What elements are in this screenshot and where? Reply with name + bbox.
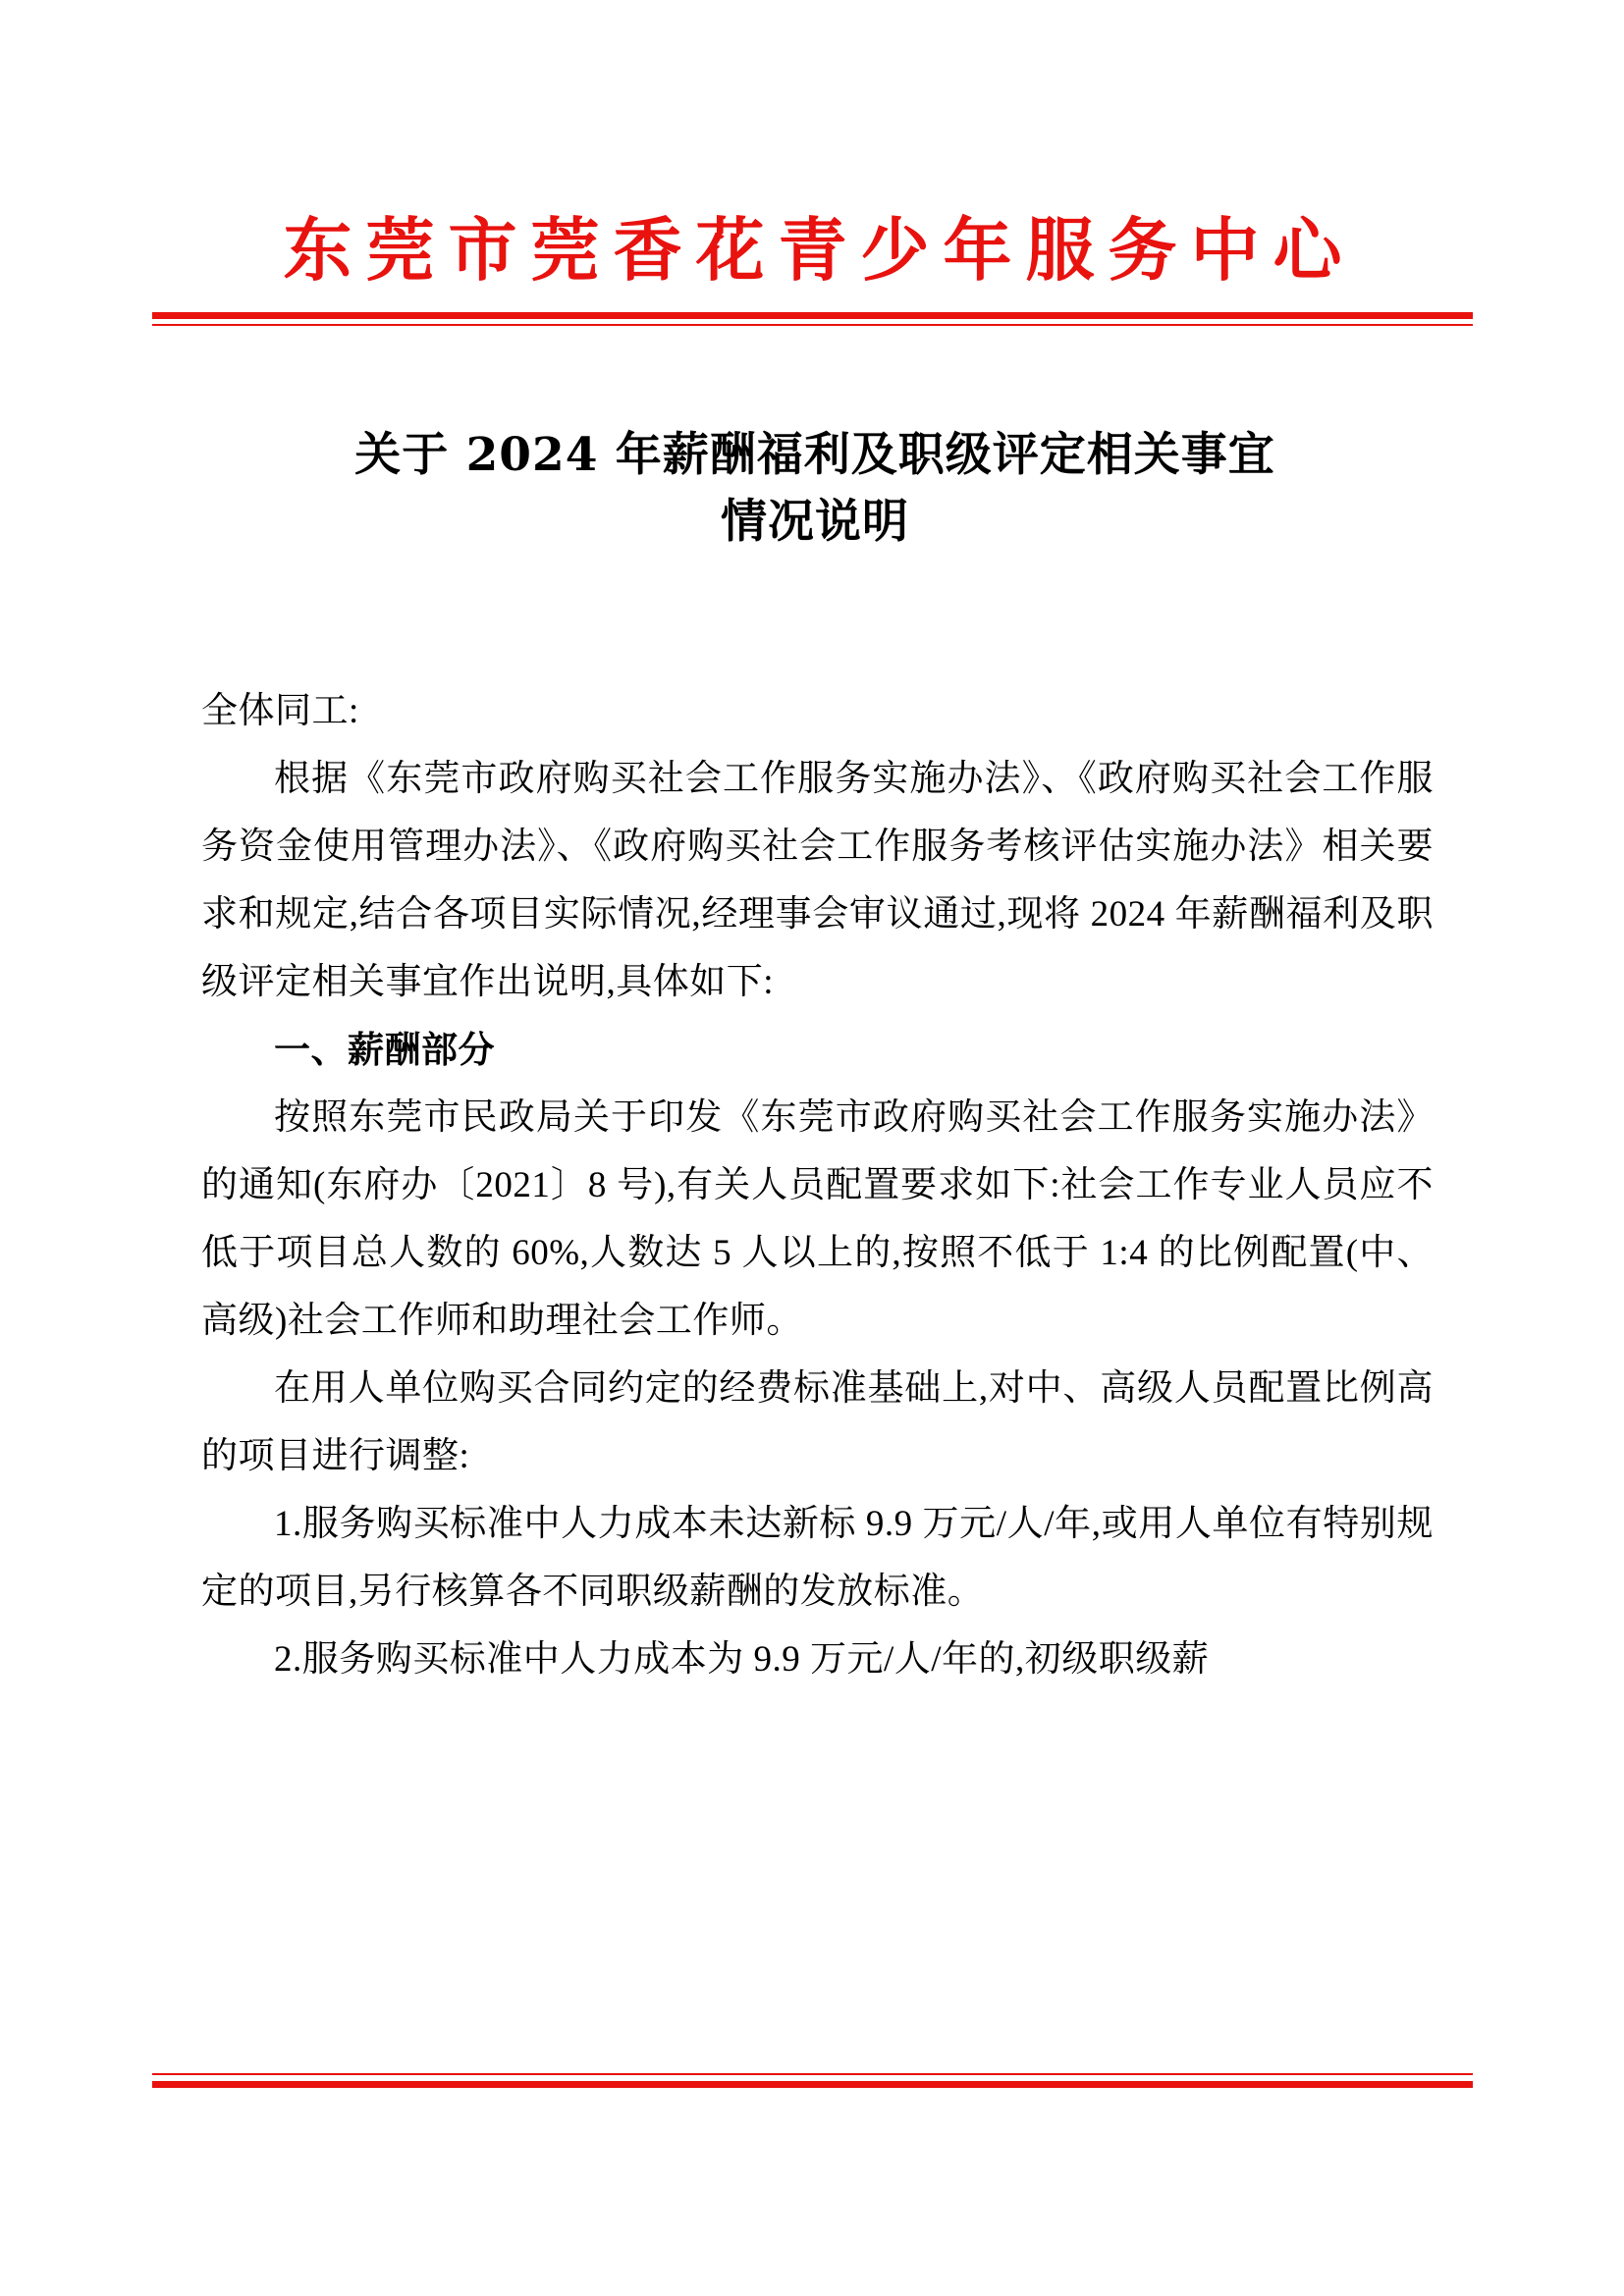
letterhead	[152, 211, 1473, 326]
document-title-line-2: 情况说明	[721, 495, 909, 550]
organization-title: 东莞市莞香花青少年服务中心	[283, 209, 1356, 291]
letterhead-rule-thin	[152, 324, 1473, 326]
document-body	[201, 677, 1434, 1693]
paragraph-1: 根据《东莞市政府购买社会工作服务实施办法》、《政府购买社会工作服务资金使用管理办法》、《政府购买社会工作服务考核评估实施办法》相关要求和规定,结合各项目实际情况,经理事会审议通过,现将 2024 年薪酬福利及职级评定相关事宜作出说明,具体如下:	[201, 759, 1434, 1002]
paragraph-5: 2.服务购买标准中人力成本为 9.9 万元/人/年的,初级职级薪	[274, 1639, 1210, 1680]
document-title	[226, 422, 1404, 556]
paragraph-4: 1.服务购买标准中人力成本未达新标 9.9 万元/人/年,或用人单位有特别规定的项目,另行核算各不同职级薪酬的发放标准。	[201, 1504, 1434, 1612]
footer-rules	[152, 2073, 1473, 2088]
letterhead-rule-thick	[152, 312, 1473, 319]
paragraph-3: 在用人单位购买合同约定的经费标准基础上,对中、高级人员配置比例高的项目进行调整:	[201, 1368, 1434, 1476]
document-title-line-1: 关于 2024 年薪酬福利及职级评定相关事宜	[354, 428, 1275, 482]
footer-rule-thin	[152, 2073, 1473, 2075]
section-heading-salary: 一、薪酬部分	[274, 1028, 495, 1071]
paragraph-2: 按照东莞市民政局关于印发《东莞市政府购买社会工作服务实施办法》的通知(东府办〔2021〕8 号),有关人员配置要求如下:社会工作专业人员应不低于项目总人数的 60%,人数达 5 人以上的,按照不低于 1:4 的比例配置(中、高级)社会工作师和助理社会工作师。	[201, 1097, 1434, 1341]
salutation: 全体同工:	[201, 691, 359, 731]
footer-rule-thick	[152, 2081, 1473, 2088]
